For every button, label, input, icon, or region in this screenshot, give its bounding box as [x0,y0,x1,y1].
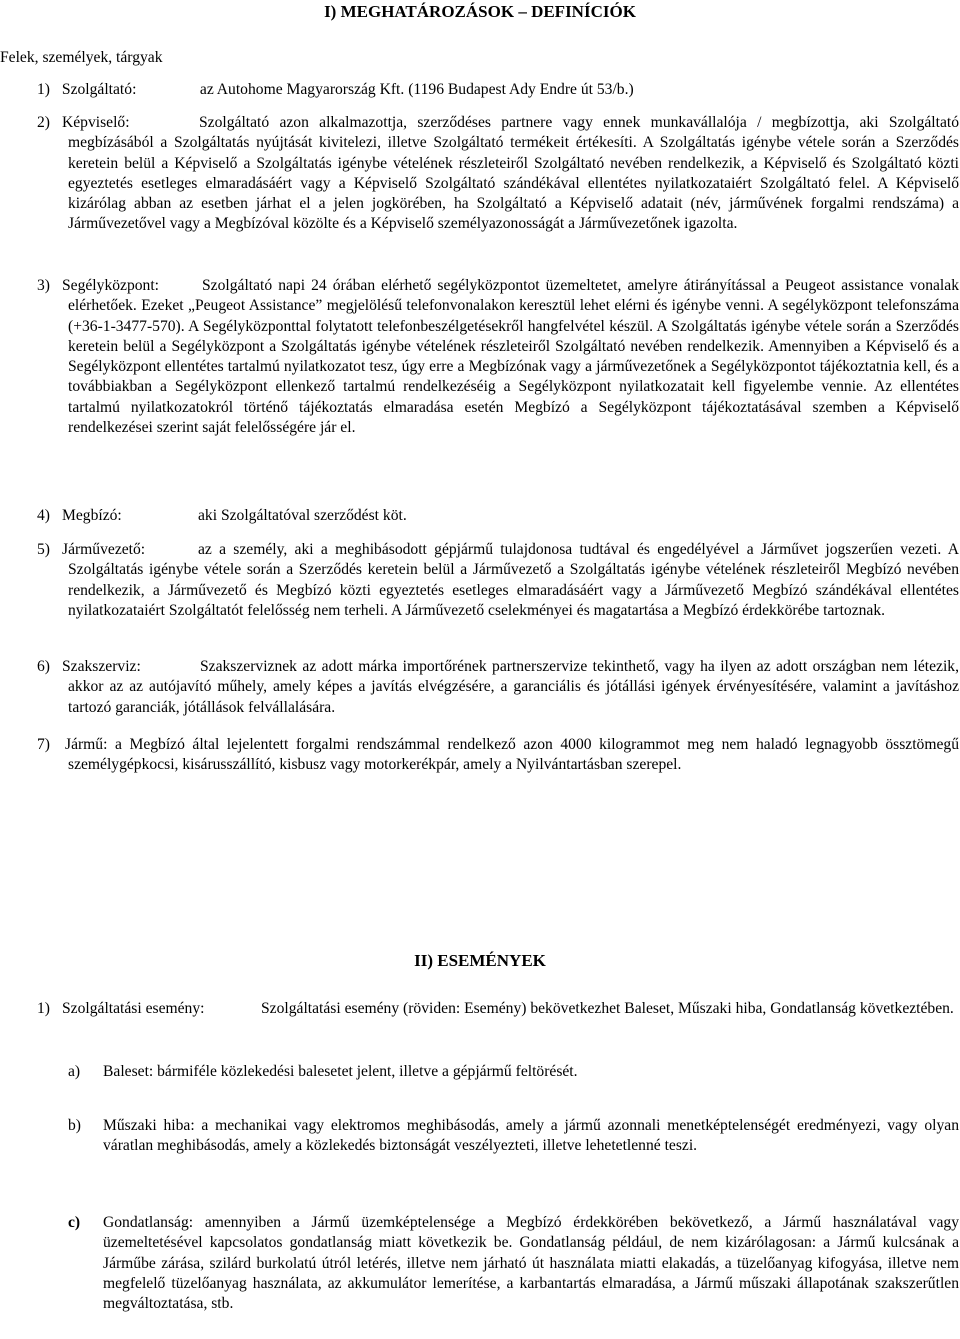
item-label: Megbízó: [62,507,122,524]
item-number: 1) [37,1000,50,1017]
section2-title: II) ESEMÉNYEK [414,951,546,970]
section1-subtitle: Felek, személyek, tárgyak [0,49,163,66]
item-text: az a személy, aki a meghibásodott gépjármű tulajdonosa tudtával és engedélyével a Járművet jogszerűen vezeti. A Szolgáltatás igénybe vétele során a Szerződés keretein belül a Járművezető a Szolgáltatás igénybe vételének részleteiről Megbízó nevében rendelkezik, a Járművezető és Megbízó közti egyeztetés esetleges elmaradásáért vagy a Járművezető Megbízó szándékával ellentétes nyilatkozataiért Szolgáltatót felelősség nem terheli. A Járművezető cselekményei és magatartása a Megbízó érdekkörébe tartoznak. [68,541,959,619]
subitem-letter: a) [68,1063,81,1080]
section1-title: I) MEGHATÁROZÁSOK – DEFINÍCIÓK [324,2,636,21]
subitem-letter: b) [68,1117,81,1134]
item-number: 1) [37,81,50,98]
definition-item-6 [62,657,959,718]
item-label: Szolgáltató: [61,81,137,98]
item-text: Szolgáltatási esemény (röviden: Esemény) bekövetkezhet Baleset, Műszaki hiba, Gondatlanság következtében. [261,1000,954,1017]
definition-item-4 [62,506,959,526]
definition-item-1 [37,80,937,100]
item-label: Segélyközpont: [62,277,160,294]
item-number: 6) [37,658,50,675]
event-subitem-c: Gondatlanság: amennyiben a Jármű üzemképtelensége a Megbízó érdekkörében bekövetkező, a Jármű használatával vagy üzemeltetésével kapcsolatos gondatlanság miatt következik be. Gondatlanság például, de nem kizárólagosan: a Jármű kulcsának a Járműbe zárása, szilárd burkolatú útról letérés, illetve nem járható út használata miatti elakadás, a tüzelőanyag kifogyása, illetve nem megfelelő tüzelőanyag használata, az akkumulátor lemerítése, a karbantartás elmaradása, a Jármű műszaki állapotának szakszerűtlen megváltoztatása, stb. [103,1214,959,1313]
definition-item-2 [62,113,959,235]
item-text: Szolgáltató napi 24 órában elérhető segélyközpontot üzemeltetet, amelyre átirányítással a Peugeot assistance vonalak elérhetőek. Ezeket „Peugeot Assistance” megjelölésű telefonvonalakon keresztül lehet elérni és igénybe venni. A segélyközpont telefonszáma (+36-1-3477-570). A Segélyközponttal folytatott telefonbeszélgetésekről hangfelvétel készül. A Szolgáltatás igénybe vétele során a Szerződés keretein belül a Segélyközpont a Szolgáltatás igénybe vételének részleteiről Szolgáltató nevében rendelkezik. Amennyiben a Képviselő és a Segélyközpont ellentétes tartalmú nyilatkozatot tesz, úgy erre a Megbízónak vagy a járművezetőnek a Segélyközpontot tájékoztatnia kell, és a továbbiakban a Segélyközpont ellenkező tartalmú rendelkezéséig a Segélyközpont nyilatkozatait kell figyelembe vennie. Az ellentétes tartalmú nyilatkozatokról történő tájékoztatás elmaradása esetén Megbízó a Segélyközpont tájékoztatásával szemben a Képviselő rendelkezései szerint saját felelősségére jár el. [68,277,959,437]
item-text: aki Szolgáltatóval szerződést köt. [198,507,407,524]
item-number: 5) [37,541,50,558]
subitem-letter: c) [68,1214,81,1231]
item-text: Szolgáltató azon alkalmazottja, szerződéses partnere vagy ennek munkavállalója / megbízottja, aki Szolgáltató megbízásából a Szolgáltatás nyújtását kivitelezi, illetve Szolgáltató termékeit értékesíti. A Szolgáltatás igénybe vétele során a Szerződés keretein belül a Képviselő a Szolgáltatás igénybe vételének részleteiről Szolgáltató nevében rendelkezik, a Képviselő és Szolgáltató közti egyeztetés esetleges elmaradásáért vagy a Képviselő Szolgáltató szándékával ellentétes nyilatkozataiért Szolgáltató felel. A Képviselő kizárólag abban az esetben járhat el a jelen jogkörében, ha Szolgáltató a Képviselő adatait (név, járművének forgalmi rendszáma) a Járművezetővel vagy a Megbízóval közölte és a Képviselő személyazonosságát a Járművezetőnek igazolta. [68,114,959,233]
definition-item-5 [62,540,959,621]
item-label: Jármű: [65,736,108,753]
event-item-1 [62,999,959,1019]
item-number: 3) [37,277,50,294]
definition-item-3 [62,276,959,438]
item-number: 7) [37,736,50,753]
item-label: Szakszerviz: [62,658,141,675]
item-text: Szakszerviznek az adott márka importőrének partnerszervize tekinthető, vagy ha ilyen az adott országban nem létezik, akkor az az autójavító műhely, amely képes a javítás elvégzésére, a garanciális és jótállási igények érvényesítésére, valamint a javításhoz tartozó garanciák, jótállások felvállalására. [68,658,959,716]
item-number: 4) [37,507,50,524]
item-label: Járművezető: [62,541,146,558]
item-text: az Autohome Magyarország Kft. (1196 Budapest Ady Endre út 53/b.) [199,81,634,98]
definition-item-7 [65,735,959,776]
item-number: 2) [37,114,50,131]
event-subitem-b: Műszaki hiba: a mechanikai vagy elektromos meghibásodás, amely a jármű azonnali menetképtelenségét eredményezi, vagy olyan váratlan meghibásodás, amely a közlekedés biztonságát veszélyezteti, illetve lehetetlenné teszi. [103,1117,959,1155]
item-text: a Megbízó által lejelentett forgalmi rendszámmal rendelkező azon 4000 kilogrammot meg nem haladó legnagyobb össztömegű személygépkocsi, kisárusszállító, kisbusz vagy motorkerékpár, amely a Nyilvántartásban szerepel. [68,736,959,774]
event-subitem-a: Baleset: bármiféle közlekedési balesetet jelent, illetve a gépjármű feltörését. [103,1063,578,1080]
item-label: Képviselő: [62,114,130,131]
item-label: Szolgáltatási esemény: [62,1000,205,1017]
